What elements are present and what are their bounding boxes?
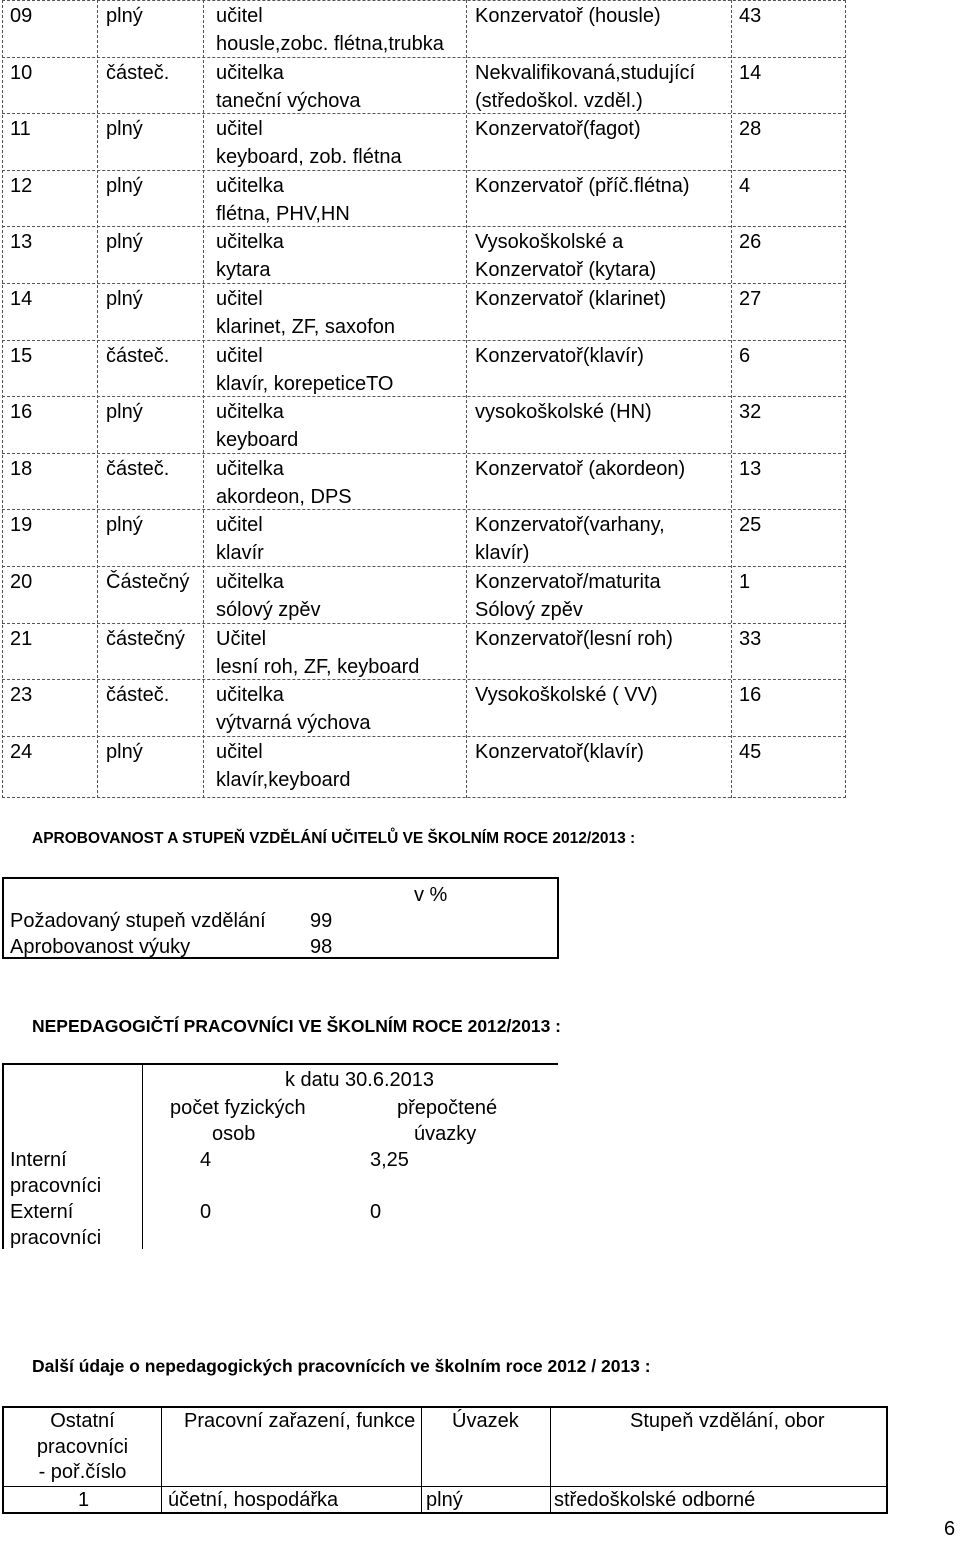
fte-header: úvazky — [414, 1123, 477, 1145]
teacher-role: učitel — [216, 5, 263, 27]
teacher-load: částečný — [106, 628, 185, 650]
teacher-load: částeč. — [106, 458, 170, 480]
teacher-qualification: Vysokoškolské ( VV) — [475, 684, 658, 706]
teacher-qualification: vysokoškolské (HN) — [475, 401, 652, 423]
teacher-number: 15 — [10, 345, 33, 367]
table-cell: účetní, hospodářka — [168, 1489, 339, 1511]
teacher-load: plný — [106, 288, 143, 310]
table-cell: středoškolské odborné — [554, 1489, 756, 1511]
teacher-number: 10 — [10, 62, 33, 84]
teacher-years: 14 — [739, 62, 762, 84]
teacher-subject: keyboard, zob. flétna — [216, 146, 402, 168]
teacher-role: Učitel — [216, 628, 267, 650]
table-border — [2, 797, 846, 798]
teacher-load: plný — [106, 514, 143, 536]
teacher-years: 16 — [739, 684, 762, 706]
teacher-number: 13 — [10, 231, 33, 253]
teacher-load: plný — [106, 175, 143, 197]
header-cell: Pracovní zařazení, funkce — [184, 1410, 416, 1432]
nonpedagogical-table — [2, 1063, 558, 1249]
row-label: pracovníci — [10, 1227, 102, 1249]
header-cell: - poř.číslo — [38, 1461, 127, 1483]
header-cell: Stupeň vzdělání, obor — [630, 1410, 825, 1432]
teacher-years: 26 — [739, 231, 762, 253]
teacher-number: 16 — [10, 401, 33, 423]
teacher-load: plný — [106, 741, 143, 763]
teacher-role: učitel — [216, 514, 263, 536]
teacher-years: 13 — [739, 458, 762, 480]
teacher-role: učitel — [216, 345, 263, 367]
row-label: pracovníci — [10, 1175, 102, 1197]
teacher-qualification: Konzervatoř (klarinet) — [475, 288, 667, 310]
teacher-number: 20 — [10, 571, 33, 593]
teacher-subject: kytara — [216, 259, 271, 281]
teacher-years: 25 — [739, 514, 762, 536]
teacher-subject: klavír,keyboard — [216, 769, 351, 791]
row-divider — [2, 566, 846, 567]
teacher-role: učitelka — [216, 62, 284, 84]
row-divider — [2, 170, 846, 171]
row-divider — [2, 396, 846, 397]
approbation-value: 99 — [310, 910, 333, 932]
teacher-years: 32 — [739, 401, 762, 423]
teacher-qualification: Konzervatoř(varhany, — [475, 514, 665, 536]
teacher-subject: klavír, korepeticeTO — [216, 373, 394, 395]
teacher-role: učitelka — [216, 684, 284, 706]
row-divider — [2, 283, 846, 284]
fte-header: přepočtené — [397, 1097, 498, 1119]
approbation-table — [2, 877, 559, 959]
teacher-years: 27 — [739, 288, 762, 310]
teacher-qualification: Vysokoškolské a — [475, 231, 624, 253]
teacher-subject: akordeon, DPS — [216, 486, 352, 508]
teacher-qualification: Konzervatoř/maturita — [475, 571, 661, 593]
teacher-number: 19 — [10, 514, 33, 536]
table-border — [142, 1065, 143, 1249]
persons-value: 0 — [200, 1201, 212, 1223]
teacher-number: 18 — [10, 458, 33, 480]
teacher-qualification: klavír) — [475, 542, 530, 564]
teacher-load: Částečný — [106, 571, 190, 593]
teacher-number: 14 — [10, 288, 33, 310]
teacher-qualification: Konzervatoř(klavír) — [475, 741, 644, 763]
teacher-load: plný — [106, 118, 143, 140]
teacher-role: učitel — [216, 741, 263, 763]
section-heading-approbation: APROBOVANOST A STUPEŇ VZDĚLÁNÍ UČITELŮ VE ŠKOLNÍM ROCE 2012/2013 : — [32, 830, 636, 847]
teacher-qualification: Konzervatoř (akordeon) — [475, 458, 686, 480]
teacher-role: učitel — [216, 118, 263, 140]
teacher-subject: klavír — [216, 542, 264, 564]
teacher-role: učitelka — [216, 401, 284, 423]
row-divider — [2, 509, 846, 510]
row-divider — [2, 623, 846, 624]
page-number: 6 — [944, 1518, 956, 1540]
teacher-qualification: Konzervatoř (housle) — [475, 5, 661, 27]
unit-header: v % — [414, 884, 448, 906]
teacher-years: 4 — [739, 175, 751, 197]
table-border — [421, 1408, 422, 1512]
teacher-load: částeč. — [106, 684, 170, 706]
row-divider — [2, 453, 846, 454]
teacher-subject: keyboard — [216, 429, 299, 451]
header-cell: Úvazek — [452, 1410, 519, 1432]
teacher-subject: výtvarná výchova — [216, 712, 371, 734]
table-cell: plný — [426, 1489, 463, 1511]
teacher-years: 6 — [739, 345, 751, 367]
header-cell: Ostatní — [50, 1410, 115, 1432]
teacher-load: plný — [106, 231, 143, 253]
persons-value: 4 — [200, 1149, 212, 1171]
teacher-subject: sólový zpěv — [216, 599, 321, 621]
header-cell: pracovníci — [36, 1436, 129, 1458]
teacher-number: 21 — [10, 628, 33, 650]
teacher-years: 45 — [739, 741, 762, 763]
teacher-qualification: Nekvalifikovaná,studující — [475, 62, 696, 84]
table-border — [2, 0, 846, 1]
teacher-qualification: Konzervatoř(lesní roh) — [475, 628, 673, 650]
row-divider — [2, 679, 846, 680]
teacher-role: učitelka — [216, 175, 284, 197]
teacher-number: 24 — [10, 741, 33, 763]
teacher-qualification: Konzervatoř (příč.flétna) — [475, 175, 690, 197]
teacher-qualification: Konzervatoř(klavír) — [475, 345, 644, 367]
teacher-role: učitel — [216, 288, 263, 310]
row-divider — [2, 57, 846, 58]
section-heading-other: Další údaje o nepedagogických pracovnících ve školním roce 2012 / 2013 : — [32, 1356, 651, 1376]
row-divider — [2, 736, 846, 737]
teacher-subject: taneční výchova — [216, 90, 361, 112]
date-header: k datu 30.6.2013 — [285, 1069, 435, 1091]
teachers-table — [2, 0, 846, 798]
teacher-qualification: (středoškol. vzděl.) — [475, 90, 643, 112]
teacher-number: 11 — [10, 118, 31, 140]
teacher-years: 33 — [739, 628, 762, 650]
teacher-years: 43 — [739, 5, 762, 27]
teacher-role: učitelka — [216, 231, 284, 253]
teacher-subject: flétna, PHV,HN — [216, 203, 350, 225]
table-border — [550, 1408, 551, 1512]
teacher-qualification: Konzervatoř(fagot) — [475, 118, 641, 140]
table-border — [161, 1408, 162, 1512]
teacher-role: učitelka — [216, 458, 284, 480]
approbation-value: 98 — [310, 936, 333, 958]
teacher-qualification: Konzervatoř (kytara) — [475, 259, 657, 281]
teacher-years: 28 — [739, 118, 762, 140]
row-divider — [2, 340, 846, 341]
teacher-load: částeč. — [106, 62, 170, 84]
other-staff-table — [2, 1406, 888, 1514]
approbation-label: Aprobovanost výuky — [10, 936, 191, 958]
teacher-load: plný — [106, 401, 143, 423]
section-heading-nonped: NEPEDAGOGIČTÍ PRACOVNÍCI VE ŠKOLNÍM ROCE 2012/2013 : — [32, 1016, 562, 1036]
teacher-years: 1 — [739, 571, 751, 593]
row-divider — [2, 226, 846, 227]
teacher-subject: housle,zobc. flétna,trubka — [216, 33, 444, 55]
fte-value: 0 — [370, 1201, 382, 1223]
row-label: Externí — [10, 1201, 74, 1223]
teacher-subject: lesní roh, ZF, keyboard — [216, 656, 420, 678]
teacher-qualification: Sólový zpěv — [475, 599, 583, 621]
approbation-label: Požadovaný stupeň vzdělání — [10, 910, 266, 932]
teacher-number: 12 — [10, 175, 33, 197]
teacher-number: 09 — [10, 5, 33, 27]
teacher-load: plný — [106, 5, 143, 27]
teacher-load: částeč. — [106, 345, 170, 367]
row-divider — [2, 113, 846, 114]
persons-header: osob — [212, 1123, 256, 1145]
persons-header: počet fyzických — [170, 1097, 306, 1119]
row-label: Interní — [10, 1149, 67, 1171]
fte-value: 3,25 — [370, 1149, 409, 1171]
teacher-subject: klarinet, ZF, saxofon — [216, 316, 395, 338]
teacher-number: 23 — [10, 684, 33, 706]
table-cell: 1 — [78, 1489, 90, 1511]
teacher-role: učitelka — [216, 571, 284, 593]
